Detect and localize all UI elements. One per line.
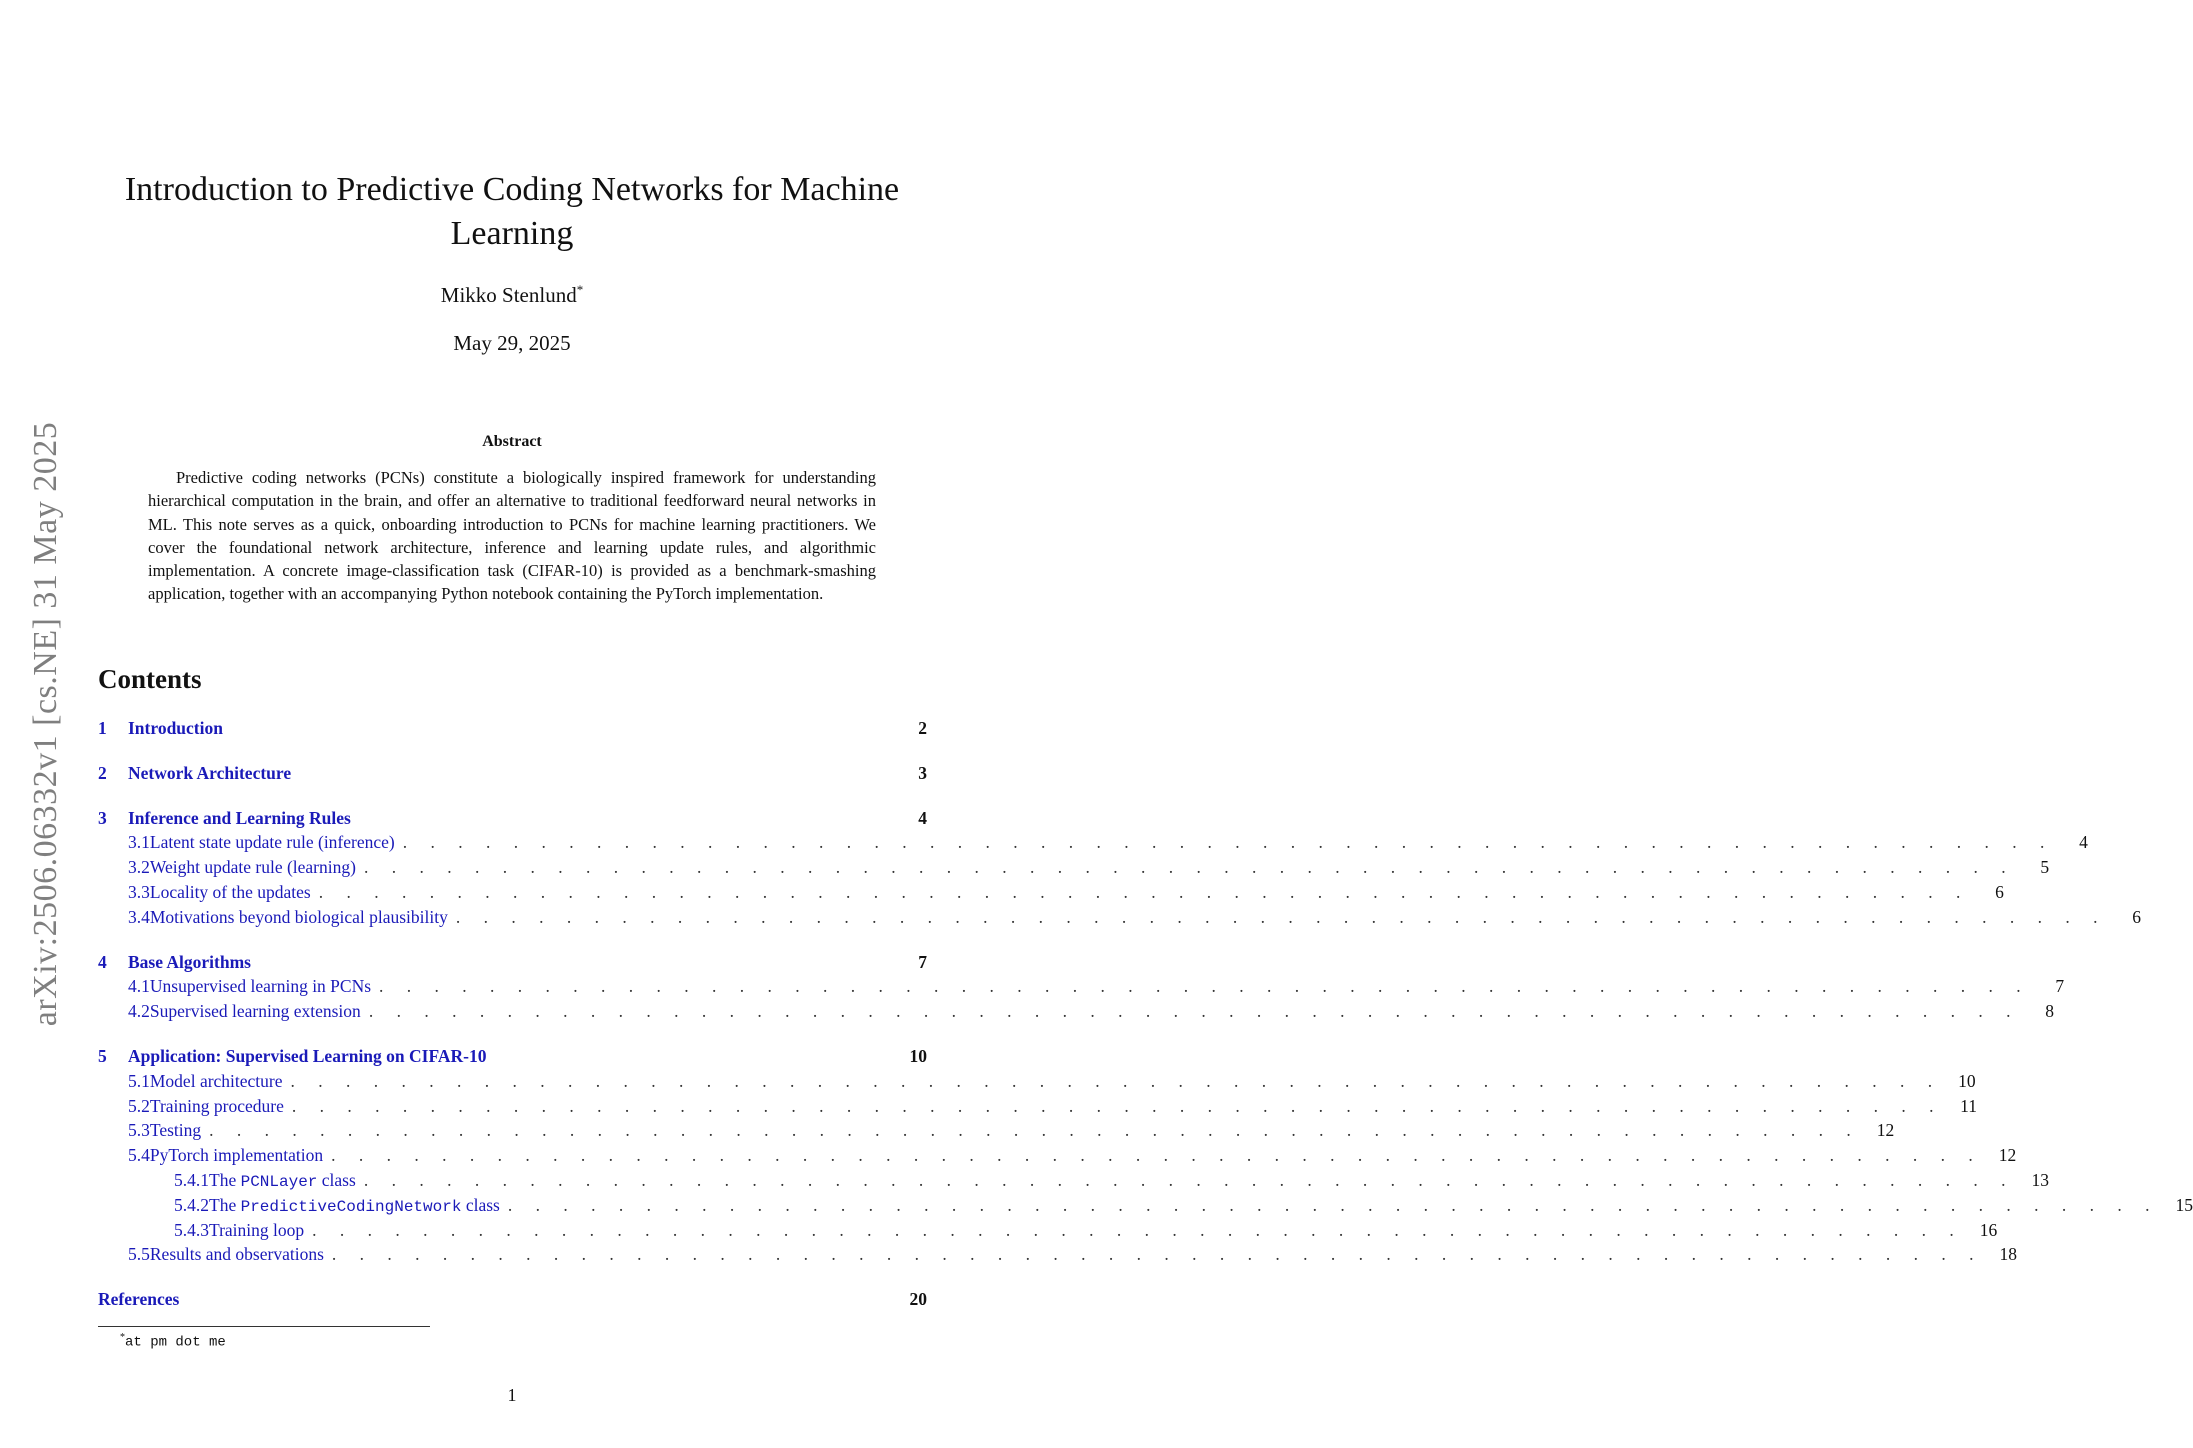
abstract-heading: Abstract (482, 433, 542, 450)
toc-entry-number[interactable]: 5.4.3 (174, 1219, 209, 1240)
toc-entry-references[interactable] (98, 1289, 927, 1314)
toc-entry-5-5[interactable] (98, 1244, 2018, 1269)
toc-entry-page: 18 (1999, 1244, 2018, 1265)
toc-entry-number[interactable]: 5 (98, 1045, 107, 1066)
toc-entry-number[interactable]: 4 (98, 951, 107, 972)
footnote-mark: * (120, 1332, 125, 1343)
toc-entry-page: 10 (1958, 1070, 1976, 1091)
toc-entry-5-4-2[interactable] (98, 1194, 2193, 1220)
toc-leader-dots: . . . . . . . . . . . . . . . . . . . . . . . . . . . . . . . . . . . . . . . . . . . . . . . . . . . . . . . . . . . . (312, 1219, 1964, 1240)
toc-entry-title[interactable]: Training loop (209, 1219, 305, 1240)
toc-leader-dots: . . . . . . . . . . . . . . . . . . . . . . . . . . . . . . . . . . . . . . . . . . . . . . . . . . . . . . . . . . . . (318, 881, 1970, 902)
toc-entry-title[interactable]: Locality of the updates (149, 881, 311, 902)
toc-title-prefix: The (209, 1169, 241, 1190)
toc-leader-dots: . . . . . . . . . . . . . . . . . . . . . . . . . . . . . . . . . . . . . . . . . . . . . . . . . . . . . . . . . . . . (291, 1095, 1943, 1116)
toc-entry-number[interactable]: 3.4 (128, 906, 150, 927)
toc-entry-number[interactable]: 1 (98, 718, 107, 738)
page-number: 1 (507, 1385, 517, 1405)
table-of-contents (98, 718, 2193, 1314)
toc-entry-5-4[interactable] (98, 1145, 2017, 1170)
arxiv-identifier-stamp: arXiv:2506.06332v1 [cs.NE] 31 May 2025 (27, 421, 64, 1027)
toc-leader-dots: . . . . . . . . . . . . . . . . . . . . . . . . . . . . . . . . . . . . . . . . . . . . . . . . . . . . . . . . . . . . (455, 906, 2107, 927)
toc-entry-number[interactable]: 5.3 (128, 1120, 150, 1141)
author-footnote-mark: * (576, 282, 584, 297)
toc-entry-5-2[interactable] (98, 1095, 1977, 1121)
toc-entry-page: 12 (1876, 1120, 1895, 1141)
toc-entry-title[interactable]: Model architecture (149, 1070, 283, 1091)
toc-entry-number[interactable]: 3.3 (128, 881, 150, 902)
toc-title-prefix: The (209, 1194, 241, 1215)
toc-entry-5-3[interactable] (98, 1120, 1895, 1145)
toc-leader-dots: . . . . . . . . . . . . . . . . . . . . . . . . . . . . . . . . . . . . . . . . . . . . . . . . . . . . . . . . . . . . (379, 976, 2031, 997)
toc-entry-title[interactable]: Introduction (128, 718, 223, 738)
toc-entry-number[interactable]: 2 (98, 762, 107, 783)
toc-leader-dots: . . . . . . . . . . . . . . . . . . . . . . . . . . . . . . . . . . . . . . . . . . . . . . . . . . . . . . . . . . . . (331, 1145, 1983, 1166)
footnote-rule (98, 1326, 430, 1327)
toc-entry-title[interactable]: Results and observations (149, 1244, 324, 1265)
toc-leader-dots: . . . . . . . . . . . . . . . . . . . . . . . . . . . . . . . . . . . . . . . . . . . . . . . . . . . . . . . . . . . . (209, 1120, 1861, 1141)
toc-entry-4-2[interactable] (98, 1001, 2054, 1026)
toc-leader-dots: . . . . . . . . . . . . . . . . . . . . . . . . . . . . . . . . . . . . . . . . . . . . . . . . . . . . . . . . . . . . (363, 1169, 2015, 1190)
toc-leader-dots: . . . . . . . . . . . . . . . . . . . . . . . . . . . . . . . . . . . . . . . . . . . . . . . . . . . . . . . . . . . . (368, 1001, 2020, 1022)
toc-entry-page: 7 (2055, 976, 2065, 997)
toc-leader-dots: . . . . . . . . . . . . . . . . . . . . . . . . . . . . . . . . . . . . . . . . . . . . . . . . . . . . . . . . . . . . (402, 832, 2054, 853)
toc-entry-page: 15 (2175, 1194, 2193, 1215)
toc-entry-number[interactable]: 5.4.1 (174, 1169, 209, 1190)
toc-entry-3[interactable] (98, 808, 927, 833)
toc-entry-title[interactable]: Network Architecture (128, 762, 292, 783)
toc-entry-title[interactable]: Application: Supervised Learning on CIFAR-10 (128, 1045, 487, 1066)
toc-entry-page: 6 (1995, 881, 2004, 902)
author-line (0, 282, 1024, 308)
toc-entry-title[interactable]: Base Algorithms (128, 951, 251, 972)
toc-entry-title[interactable] (209, 1195, 500, 1216)
toc-entry-3-4[interactable] (98, 906, 2141, 932)
toc-entry-page: 12 (1998, 1145, 2017, 1166)
toc-entry-title[interactable]: Inference and Learning Rules (128, 807, 351, 828)
toc-entry-1[interactable] (98, 718, 927, 743)
toc-entry-number[interactable]: 5.5 (128, 1244, 150, 1265)
toc-entry-5-1[interactable] (98, 1070, 1976, 1096)
author-name: Mikko Stenlund (440, 283, 577, 307)
toc-entry-title[interactable]: Training procedure (149, 1095, 284, 1116)
toc-entry-page: 6 (2132, 906, 2141, 927)
toc-entry-number[interactable]: 4.1 (128, 976, 150, 997)
footnote-text: at pm dot me (125, 1334, 226, 1351)
paper-date: May 29, 2025 (453, 331, 571, 355)
abstract-text: Predictive coding networks (PCNs) constitute a biologically inspired framework for understanding hierarchical computation in the brain, and offer an alternative to traditional feedforward neural networks in ML. This note serves as a quick, onboarding introduction to PCNs for machine learning practitioners. We cover the foundational network architecture, inference and learning update rules, and algorithmic implementation. A concrete image-classification task (CIFAR-10) is provided as a benchmark-smashing application, together with an accompanying Python notebook containing the PyTorch implementation. (148, 468, 876, 604)
toc-entry-number[interactable]: 5.2 (128, 1095, 150, 1116)
toc-leader-dots: . . . . . . . . . . . . . . . . . . . . . . . . . . . . . . . . . . . . . . . . . . . . . . . . . . . . . . . . . . . . (290, 1070, 1942, 1091)
toc-entry-page: 11 (1960, 1095, 1977, 1116)
toc-entry-page: 3 (918, 762, 927, 783)
toc-entry-page: 20 (909, 1289, 927, 1310)
toc-entry-page: 2 (918, 718, 927, 738)
toc-title-suffix: class (461, 1194, 500, 1215)
toc-entry-title[interactable]: Motivations beyond biological plausibility (149, 906, 448, 927)
footnote (120, 1332, 226, 1351)
paper-title: Introduction to Predictive Coding Networks for Machine Learning (124, 171, 900, 252)
toc-entry-5-4-3[interactable] (98, 1219, 1998, 1245)
toc-entry-number[interactable]: 5.4.2 (174, 1194, 209, 1215)
toc-entry-2[interactable] (98, 763, 927, 788)
toc-entry-5[interactable] (98, 1046, 927, 1071)
toc-entry-title[interactable]: Weight update rule (learning) (149, 857, 356, 878)
toc-entry-number[interactable]: 3.2 (128, 857, 150, 878)
toc-entry-title[interactable]: References (98, 1289, 180, 1310)
toc-entry-3-3[interactable] (98, 881, 2004, 907)
toc-entry-page: 7 (918, 951, 927, 972)
toc-leader-dots: . . . . . . . . . . . . . . . . . . . . . . . . . . . . . . . . . . . . . . . . . . . . . . . . . . . . . . . . . . . . (507, 1194, 2159, 1215)
toc-leader-dots: . . . . . . . . . . . . . . . . . . . . . . . . . . . . . . . . . . . . . . . . . . . . . . . . . . . . . . . . . . . . (363, 857, 2016, 878)
toc-entry-page: 8 (2045, 1001, 2054, 1022)
toc-entry-title[interactable]: PyTorch implementation (149, 1145, 324, 1166)
toc-entry-3-2[interactable] (98, 857, 2050, 882)
toc-entry-page: 16 (1979, 1219, 1998, 1240)
toc-entry-title[interactable]: Supervised learning extension (149, 1001, 361, 1022)
toc-entry-page: 13 (2031, 1169, 2049, 1190)
toc-entry-number[interactable]: 5.4 (128, 1145, 150, 1166)
toc-title-code: PCNLayer (240, 1172, 318, 1191)
toc-title-code: PredictiveCodingNetwork (240, 1197, 462, 1216)
toc-entry-4-1[interactable] (98, 976, 2065, 1001)
toc-entry-4[interactable] (98, 952, 927, 977)
contents-heading: Contents (98, 664, 202, 694)
toc-entry-number[interactable]: 4.2 (128, 1001, 150, 1022)
toc-entry-page: 4 (2079, 832, 2088, 853)
toc-entry-page: 4 (918, 807, 927, 828)
toc-entry-title[interactable]: Latent state update rule (inference) (149, 832, 395, 853)
toc-entry-number[interactable]: 3 (98, 807, 107, 828)
toc-entry-page: 10 (909, 1045, 927, 1066)
toc-entry-title[interactable]: Unsupervised learning in PCNs (149, 976, 372, 997)
toc-leader-dots: . . . . . . . . . . . . . . . . . . . . . . . . . . . . . . . . . . . . . . . . . . . . . . . . . . . . . . . . . . . . (331, 1244, 1984, 1265)
toc-entry-number[interactable]: 3.1 (128, 832, 150, 853)
toc-entry-title[interactable] (209, 1170, 356, 1191)
toc-entry-number[interactable]: 5.1 (128, 1070, 150, 1091)
toc-title-suffix: class (317, 1169, 356, 1190)
toc-entry-3-1[interactable] (98, 832, 2088, 857)
toc-entry-title[interactable]: Testing (149, 1120, 202, 1141)
toc-entry-5-4-1[interactable] (98, 1169, 2049, 1195)
toc-entry-page: 5 (2040, 857, 2050, 878)
